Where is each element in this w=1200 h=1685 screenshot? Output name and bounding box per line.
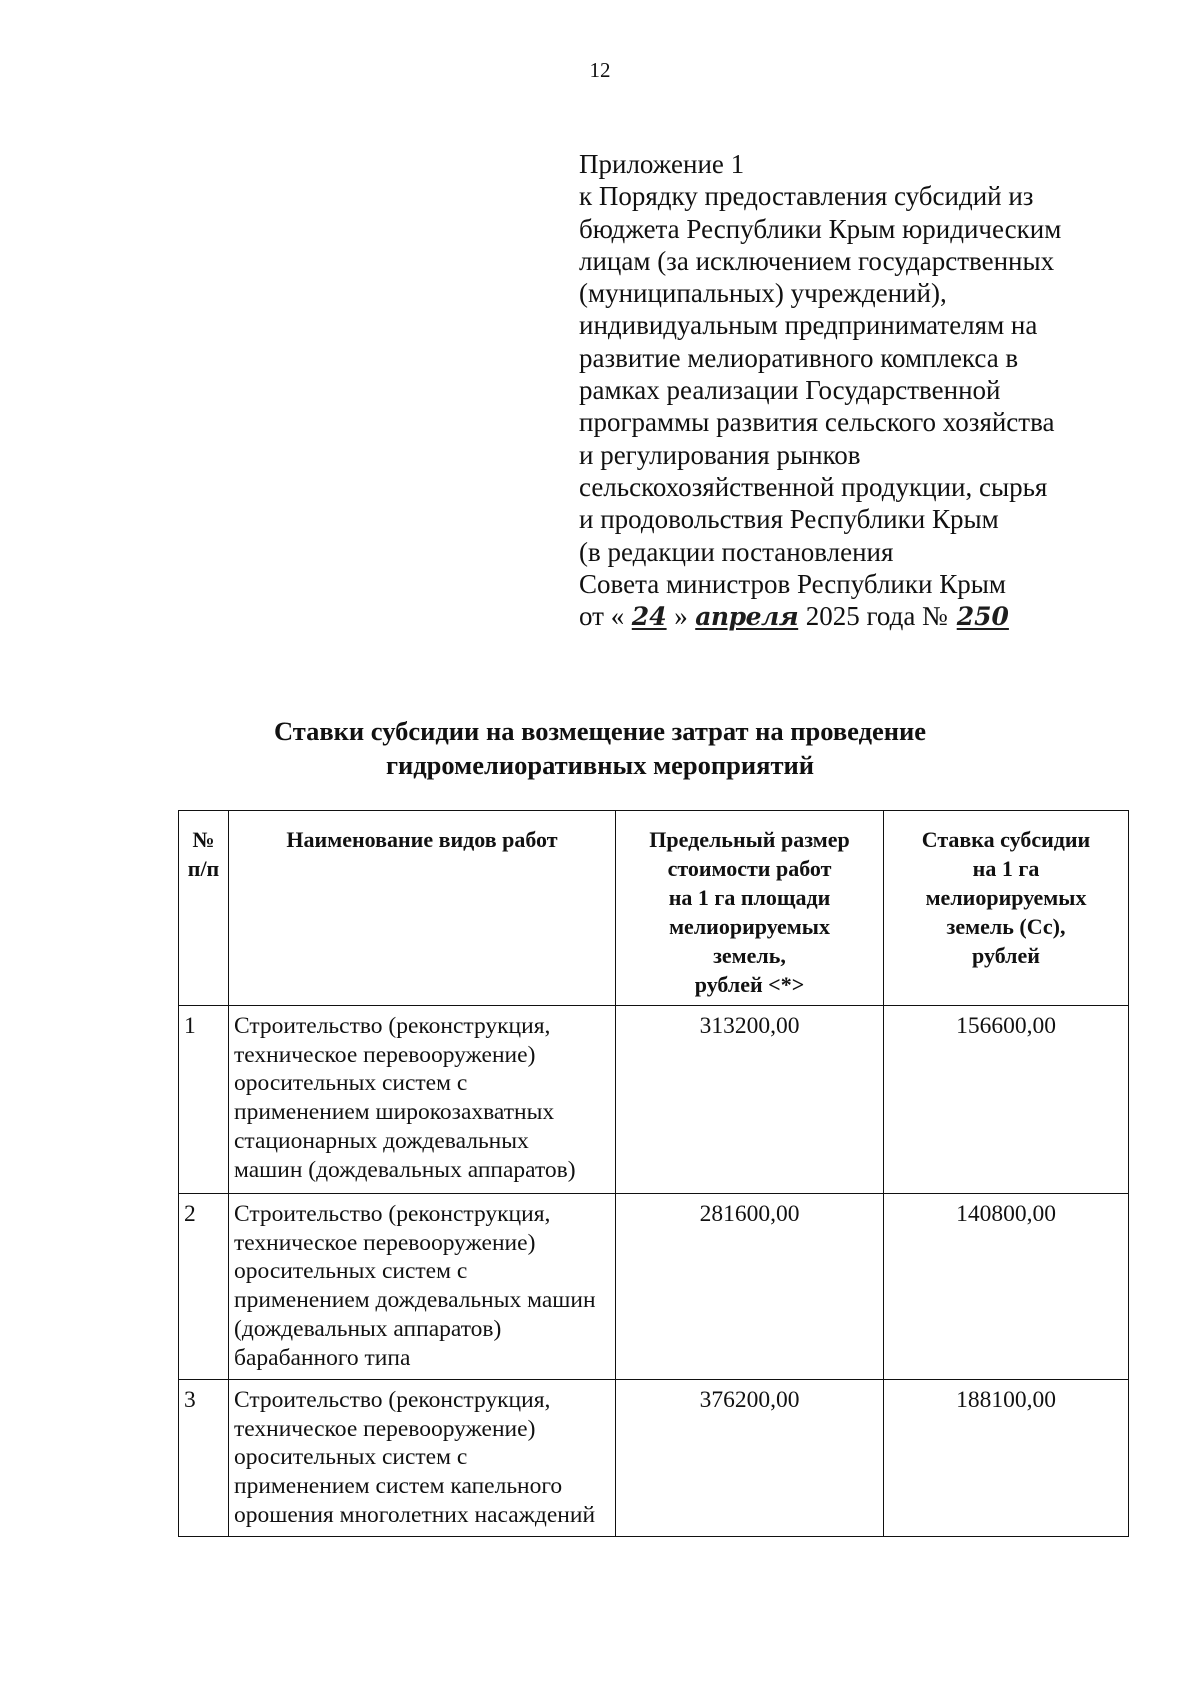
header-text: рублей <*> [694, 972, 805, 997]
table-header-row [179, 811, 1129, 1006]
header-cost [616, 811, 884, 1006]
appendix-line: индивидуальным предпринимателям на [579, 310, 1038, 341]
row-rate: 140800,00 [884, 1194, 1129, 1380]
appendix-line: и продовольствия Республики Крым [579, 504, 999, 535]
document-title [0, 714, 1200, 782]
header-text: мелиорируемых [925, 885, 1087, 910]
row-num: 3 [179, 1380, 229, 1537]
appendix-line: бюджета Республики Крым юридическим [579, 213, 1062, 244]
appendix-line: (муниципальных) учреждений), [579, 278, 947, 309]
header-text: земель, [713, 943, 786, 968]
row-work [229, 1006, 616, 1194]
work-text: оросительных систем с [234, 1444, 468, 1471]
row-cost: 376200,00 [616, 1380, 884, 1537]
row-num: 2 [179, 1194, 229, 1380]
row-cost: 281600,00 [616, 1194, 884, 1380]
handwritten-day: 24 [631, 602, 667, 632]
header-num [179, 811, 229, 1006]
header-text: на 1 га площади [668, 885, 831, 910]
appendix-line: лицам (за исключением государственных [579, 245, 1055, 276]
work-text: Строительство (реконструкция, [234, 1201, 551, 1227]
appendix-line: развитие мелиоративного комплекса в [579, 342, 1019, 373]
date-prefix: от « [579, 601, 625, 632]
header-text: стоимости работ [667, 856, 832, 881]
title-line: Ставки субсидии на возмещение затрат на проведение [273, 716, 927, 746]
work-text: Строительство (реконструкция, [234, 1387, 551, 1413]
work-text: оросительных систем с [234, 1258, 468, 1285]
appendix-line: Приложение 1 [579, 149, 745, 179]
row-work [229, 1194, 616, 1380]
work-text: техническое перевооружение) [234, 1229, 536, 1256]
row-cost: 313200,00 [616, 1006, 884, 1194]
subsidy-rates-table [178, 810, 1129, 1537]
header-text: Предельный размер [649, 827, 850, 852]
header-text: Ставка субсидии [921, 827, 1091, 852]
header-text: Наименование видов работ [286, 827, 558, 852]
work-text: стационарных дождевальных [234, 1127, 529, 1154]
header-work [229, 811, 616, 1006]
row-rate: 188100,00 [884, 1380, 1129, 1537]
table-row [179, 1006, 1129, 1194]
work-text: техническое перевооружение) [234, 1041, 536, 1068]
work-text: Строительство (реконструкция, [234, 1013, 551, 1039]
work-text: применением широкозахватных [234, 1099, 555, 1126]
work-text: применением систем капельного [234, 1473, 563, 1500]
row-num: 1 [179, 1006, 229, 1194]
work-text: техническое перевооружение) [234, 1415, 536, 1442]
date-year-text: 2025 года № [805, 601, 948, 632]
header-rate [884, 811, 1129, 1006]
header-text: п/п [187, 856, 220, 881]
header-text: земель (Сс), [946, 914, 1066, 939]
header-text: рублей [972, 943, 1040, 968]
work-text: оросительных систем с [234, 1070, 468, 1097]
work-text: машин (дождевальных аппаратов) [234, 1156, 576, 1183]
appendix-block [579, 148, 1119, 633]
appendix-line: к Порядку предоставления субсидий из [579, 181, 1034, 212]
row-work [229, 1380, 616, 1537]
header-text: № [192, 827, 215, 852]
date-quote-close: » [674, 601, 688, 632]
handwritten-resolution-number: 250 [956, 602, 1009, 632]
work-text: (дождевальных аппаратов) [234, 1315, 502, 1342]
work-text: орошения многолетних насаждений [234, 1501, 596, 1528]
appendix-line: Совета министров Республики Крым [579, 568, 1006, 599]
title-line: гидромелиоративных мероприятий [385, 750, 815, 780]
row-rate: 156600,00 [884, 1006, 1129, 1194]
page-number: 12 [589, 58, 611, 82]
header-text: на 1 га [972, 856, 1040, 881]
appendix-line: сельскохозяйственной продукции, сырья [579, 471, 1048, 502]
table-row [179, 1194, 1129, 1380]
header-text: мелиорируемых [669, 914, 830, 939]
resolution-date-line [579, 600, 1119, 633]
handwritten-month: апреля [695, 602, 799, 632]
appendix-line: рамках реализации Государственной [579, 375, 1001, 406]
table-row [179, 1380, 1129, 1537]
appendix-line: программы развития сельского хозяйства [579, 407, 1055, 438]
work-text: барабанного типа [234, 1344, 411, 1371]
work-text: применением дождевальных машин [234, 1287, 596, 1314]
appendix-line: и регулирования рынков [579, 439, 861, 470]
appendix-line: (в редакции постановления [579, 536, 894, 567]
